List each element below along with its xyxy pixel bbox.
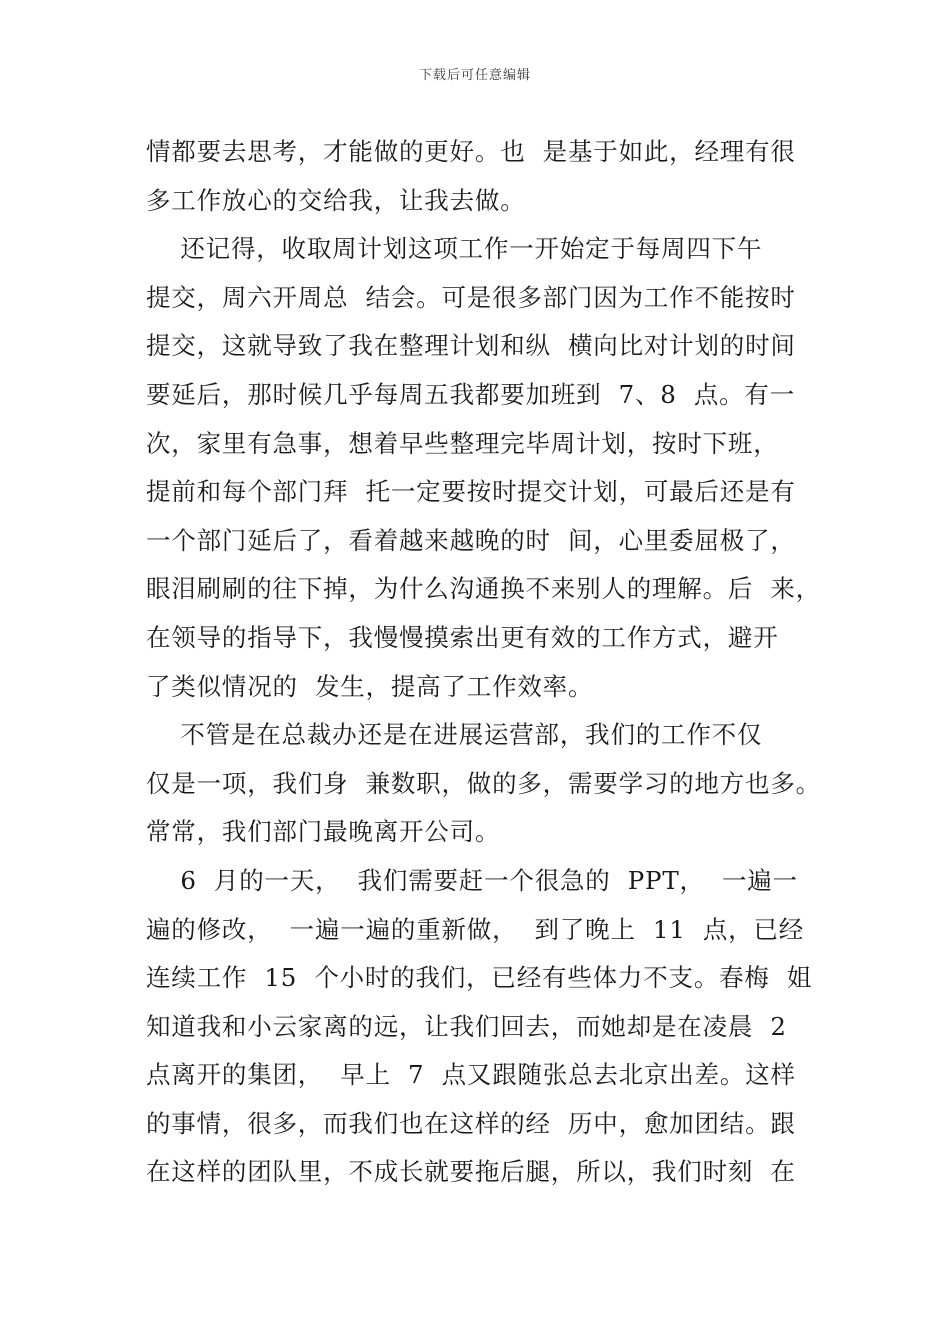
text-line: 提交，这就导致了我在整理计划和纵 横向比对计划的时间: [146, 331, 796, 361]
text-line: 点离开的集团， 早上 7 点又跟随张总去北京出差。这样: [146, 1060, 796, 1090]
text-line: 提前和每个部门拜 托一定要按时提交计划，可最后还是有: [146, 477, 796, 507]
text-line: 常常，我们部门最晚离开公司。: [146, 817, 501, 847]
text-line: 在这样的团队里，不成长就要拖后腿，所以，我们时刻 在: [146, 1157, 796, 1187]
text-line: 在领导的指导下，我慢慢摸索出更有效的工作方式，避开: [146, 622, 779, 652]
text-line: 连续工作 15 个小时的我们，已经有些体力不支。春梅 姐: [146, 963, 813, 993]
text-line: 不管是在总裁办还是在进展运营部，我们的工作不仅: [146, 720, 763, 750]
text-line: 仅是一项，我们身 兼数职，做的多，需要学习的地方也多。: [146, 768, 821, 798]
text-line: 遍的修改， 一遍一遍的重新做， 到了晚上 11 点，已经: [146, 914, 805, 944]
text-line: 情都要去思考，才能做的更好。也 是基于如此，经理有很: [146, 137, 796, 166]
text-line: 多工作放心的交给我，让我去做。: [146, 185, 526, 215]
text-line: 的事情，很多，而我们也在这样的经 历中，愈加团结。跟: [146, 1108, 796, 1138]
text-line: 眼泪刷刷的往下掉，为什么沟通换不来别人的理解。后 来，: [146, 574, 821, 604]
page-header: 下载后可任意编辑: [418, 68, 531, 83]
text-line: 次，家里有急事，想着早些整理完毕周计划，按时下班，: [146, 428, 779, 458]
text-line: 知道我和小云家离的远，让我们回去，而她却是在凌晨 2: [146, 1011, 787, 1041]
text-line: 还记得，收取周计划这项工作一开始定于每周四下午: [146, 234, 763, 264]
document-body: [146, 128, 821, 1197]
text-line: 6 月的一天， 我们需要赶一个很急的 PPT， 一遍一: [146, 865, 798, 895]
text-line: 了类似情况的 发生，提高了工作效率。: [146, 671, 594, 701]
text-line: 一个部门延后了，看着越来越晚的时 间，心里委屈极了，: [146, 525, 796, 555]
text-line: 提交，周六开周总 结会。可是很多部门因为工作不能按时: [146, 282, 796, 312]
text-line: 要延后，那时候几乎每周五我都要加班到 7、8 点。有一: [146, 379, 796, 409]
